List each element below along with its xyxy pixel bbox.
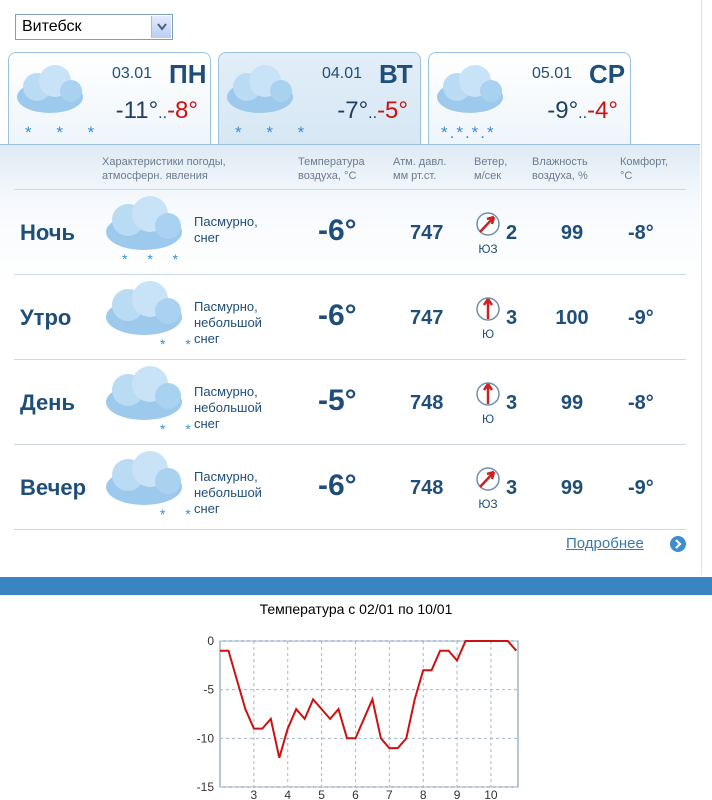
humidity-value: 99 — [560, 222, 584, 244]
wind-south-icon — [474, 295, 502, 330]
snow-icon: * * — [160, 421, 199, 437]
humidity-value: 99 — [560, 477, 584, 499]
chart-x-tick-label: 10 — [484, 788, 498, 800]
temperature-chart — [180, 625, 530, 800]
day-temp-range: -11°..-8° — [115, 97, 198, 124]
period-name: Вечер — [20, 475, 87, 500]
snow-icon: * * * — [25, 123, 105, 142]
wind-speed: 3 — [506, 477, 518, 499]
period-row-evening — [14, 445, 686, 530]
temperature-value: -5° — [318, 384, 357, 417]
snow-icon: * * * — [122, 251, 187, 267]
cloud-icon — [435, 61, 505, 122]
chart-x-tick-label: 5 — [318, 788, 325, 800]
comfort-value: -9° — [628, 477, 654, 499]
weather-description: Пасмурно, небольшой снег — [194, 469, 262, 516]
chart-x-tick-label: 8 — [419, 788, 427, 800]
header-comfort: Комфорт, °С — [620, 156, 669, 182]
chart-x-tick-label: 6 — [352, 788, 359, 800]
cloud-icon — [225, 61, 295, 122]
period-name: Ночь — [20, 220, 76, 245]
chevron-down-icon[interactable] — [151, 16, 171, 38]
city-select[interactable] — [15, 14, 173, 40]
chart-title: Температура с 02/01 по 10/01 — [259, 601, 453, 617]
arrow-right-circle-icon[interactable] — [670, 536, 686, 552]
city-select-value: Витебск — [22, 18, 82, 35]
snow-icon: * * * — [235, 123, 315, 142]
comfort-value: -8° — [628, 222, 654, 244]
forecast-panel — [0, 144, 700, 572]
header-temperature: Температура воздуха, °С — [298, 156, 365, 182]
day-of-week: СР — [589, 59, 626, 89]
page-right-border — [701, 0, 712, 575]
comfort-value: -9° — [628, 307, 654, 329]
wind-south-icon — [474, 380, 502, 415]
chart-y-tick-label: -5 — [203, 682, 214, 697]
period-row-day — [14, 360, 686, 445]
cloud-icon — [15, 61, 85, 122]
more-details-link[interactable]: Подробнее — [566, 535, 644, 552]
wind-southwest-icon — [474, 210, 502, 245]
snow-icon: * * — [160, 336, 199, 352]
chart-y-tick-label: 0 — [207, 634, 214, 648]
chart-y-tick-label: -15 — [196, 780, 214, 794]
chart-y-tick-label: -10 — [196, 731, 214, 746]
chart-plot-area — [220, 641, 518, 787]
temperature-value: -6° — [318, 299, 357, 332]
snow-icon: *.*.*.* — [441, 123, 496, 142]
wind-speed: 3 — [506, 392, 518, 414]
weather-description: Пасмурно, снег — [194, 214, 258, 245]
day-date: 05.01 — [532, 65, 573, 82]
period-row-night — [14, 190, 686, 275]
wind-direction: ЮЗ — [478, 497, 498, 511]
temperature-value: -6° — [318, 469, 357, 502]
section-separator — [0, 577, 712, 595]
wind-southwest-icon — [474, 465, 502, 500]
wind-direction: Ю — [481, 327, 495, 341]
header-wind: Ветер, м/сек — [474, 156, 508, 182]
snow-icon: * * — [160, 506, 199, 522]
period-name: Утро — [20, 305, 72, 330]
weather-description: Пасмурно, небольшой снег — [194, 384, 262, 431]
weather-description: Пасмурно, небольшой снег — [194, 299, 262, 346]
pressure-value: 747 — [410, 307, 444, 329]
day-tab-2[interactable] — [218, 52, 421, 146]
temperature-value: -6° — [318, 214, 357, 247]
chart-x-tick-label: 9 — [453, 788, 461, 800]
chart-x-tick-label: 4 — [284, 788, 292, 800]
wind-speed: 2 — [506, 222, 518, 244]
day-temp-range: -7°..-5° — [337, 97, 408, 124]
day-date: 04.01 — [322, 65, 363, 82]
day-of-week: ПН — [169, 59, 207, 89]
day-tab-1[interactable] — [8, 52, 211, 144]
header-humidity: Влажность воздуха, % — [532, 156, 588, 182]
period-row-morning — [14, 275, 686, 360]
pressure-value: 748 — [410, 392, 444, 414]
pressure-value: 747 — [410, 222, 444, 244]
chart-x-tick-label: 7 — [385, 788, 393, 800]
day-date: 03.01 — [112, 65, 153, 82]
day-temp-range: -9°..-4° — [547, 97, 618, 124]
header-pressure: Атм. давл. мм рт.ст. — [393, 156, 447, 182]
day-of-week: ВТ — [379, 59, 413, 89]
wind-direction: Ю — [481, 412, 495, 426]
period-name: День — [20, 390, 75, 415]
day-tab-3[interactable] — [428, 52, 631, 144]
header-weather: Характеристики погоды, атмосферн. явления — [102, 156, 226, 182]
wind-speed: 3 — [506, 307, 518, 329]
wind-direction: ЮЗ — [478, 242, 498, 256]
comfort-value: -8° — [628, 392, 654, 414]
pressure-value: 748 — [410, 477, 444, 499]
humidity-value: 99 — [560, 392, 584, 414]
chart-x-tick-label: 3 — [250, 788, 258, 800]
humidity-value: 100 — [555, 307, 589, 329]
